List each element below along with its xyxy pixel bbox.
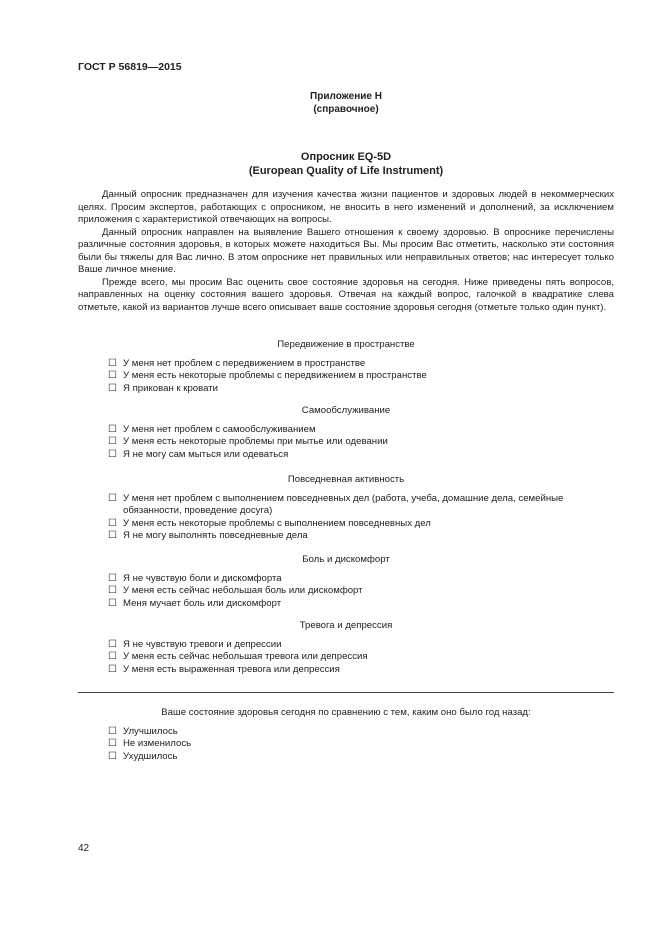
option-label: У меня есть некоторые проблемы с выполнением повседневных дел	[123, 517, 431, 529]
option-label: У меня есть некоторые проблемы с передвижением в пространстве	[123, 370, 427, 381]
option-label: У меня нет проблем с самообслуживанием	[123, 423, 316, 435]
option-label: Не изменилось	[123, 738, 192, 749]
option-label: У меня есть сейчас небольшая тревога или депрессия	[123, 651, 368, 662]
checkbox-icon[interactable]: ☐	[108, 370, 117, 381]
option-label: Я не чувствую боли и дискомфорта	[123, 572, 282, 584]
answer-option[interactable]	[78, 651, 614, 664]
answer-option[interactable]	[78, 751, 614, 764]
question-section	[78, 554, 614, 610]
title-line-1: Опросник EQ-5D	[300, 151, 392, 163]
checkbox-icon[interactable]: ☐	[108, 725, 117, 737]
question-section	[78, 405, 614, 461]
option-label: У меня нет проблем с передвижением в пространстве	[123, 357, 366, 369]
answer-option[interactable]	[78, 585, 614, 598]
page-number: 42	[78, 843, 90, 854]
option-label: Я не могу сам мыться или одеваться	[123, 448, 289, 460]
appendix-heading	[78, 91, 614, 116]
checkbox-icon[interactable]: ☐	[108, 750, 117, 762]
answer-option[interactable]	[78, 639, 614, 652]
checkbox-icon[interactable]: ☐	[108, 492, 117, 504]
section-heading: Передвижение в пространстве	[277, 339, 415, 350]
question-section	[78, 620, 614, 676]
answer-option[interactable]	[78, 383, 614, 396]
question-section	[78, 339, 614, 395]
appendix-subtitle: (справочное)	[313, 103, 379, 115]
answer-option[interactable]	[78, 493, 614, 518]
checkbox-icon[interactable]: ☐	[108, 448, 117, 460]
checkbox-icon[interactable]: ☐	[108, 530, 117, 541]
option-label: Улучшилось	[123, 725, 178, 737]
checkbox-icon[interactable]: ☐	[108, 597, 117, 609]
section-heading: Самообслуживание	[301, 405, 391, 416]
answer-option[interactable]	[78, 738, 614, 751]
question-section	[78, 707, 614, 763]
answer-option[interactable]	[78, 518, 614, 531]
intro-paragraph: Прежде всего, мы просим Вас оценить свое состояние здоровья на сегодня. Ниже приведены пять вопросов, направленных на оценку состояния вашего здоровья. Отвечая на каждый вопрос, галочкой в квадратике слева отметьте, какой из вариантов лучше всего описывает ваше состояние здоровья сегодня (отметьте только один пункт).	[78, 276, 614, 313]
intro-paragraph: Данный опросник предназначен для изучения качества жизни пациентов и здоровых людей в некоммерческих целях. Просим экспертов, работающих с опросником, не вносить в него изменений и дополнений, за исключением приложения с характеристикой отвечающих на вопросы.	[78, 189, 614, 225]
answer-option[interactable]	[78, 573, 614, 586]
checkbox-icon[interactable]: ☐	[108, 663, 117, 675]
checkbox-icon[interactable]: ☐	[108, 357, 117, 369]
checkbox-icon[interactable]: ☐	[108, 638, 117, 650]
appendix-title: Приложение Н	[310, 91, 382, 102]
answer-option[interactable]	[78, 664, 614, 677]
intro-paragraph: Данный опросник направлен на выявление Вашего отношения к своему здоровью. В опроснике перечислены различные состояния здоровья, в которых можете находиться Вы. Мы просим Вас отметить, насколько эти состояния были бы тяжелы для Вас лично. В этом опроснике нет правильных или неправильных ответов; нас интересует только Ваше личное мнение.	[78, 226, 614, 275]
checkbox-icon[interactable]: ☐	[108, 585, 117, 596]
answer-option[interactable]	[78, 358, 614, 371]
answer-option[interactable]	[78, 370, 614, 383]
questionnaire-title	[78, 151, 614, 178]
checkbox-icon[interactable]: ☐	[108, 738, 117, 749]
option-label: Я не чувствую тревоги и депрессии	[123, 638, 282, 650]
option-label: Меня мучает боль или дискомфорт	[123, 597, 282, 609]
checkbox-icon[interactable]: ☐	[108, 382, 117, 394]
option-label: У меня есть сейчас небольшая боль или дискомфорт	[123, 585, 363, 596]
divider	[78, 692, 614, 693]
section-heading: Тревога и депрессия	[299, 620, 393, 631]
checkbox-icon[interactable]: ☐	[108, 651, 117, 662]
answer-option[interactable]	[78, 598, 614, 611]
answer-option[interactable]	[78, 424, 614, 437]
intro-text	[78, 189, 614, 314]
option-label: У меня нет проблем с выполнением повседневных дел (работа, учеба, домашние дела, семейные обязанности, проведение досуга)	[123, 492, 564, 516]
checkbox-icon[interactable]: ☐	[108, 517, 117, 529]
answer-option[interactable]	[78, 436, 614, 449]
option-label: Я не могу выполнять повседневные дела	[123, 530, 308, 541]
section-heading: Ваше состояние здоровья сегодня по сравнению с тем, каким оно было год назад:	[161, 707, 531, 718]
question-section	[78, 474, 614, 543]
section-heading: Боль и дискомфорт	[302, 554, 390, 565]
option-label: У меня есть некоторые проблемы при мытье или одевании	[123, 436, 388, 447]
title-line-2: (European Quality of Life Instrument)	[248, 164, 444, 177]
answer-option[interactable]	[78, 726, 614, 739]
option-label: Ухудшилось	[123, 750, 178, 762]
option-label: Я прикован к кровати	[123, 382, 219, 394]
checkbox-icon[interactable]: ☐	[108, 572, 117, 584]
option-label: У меня есть выраженная тревога или депрессия	[123, 663, 340, 675]
answer-option[interactable]	[78, 530, 614, 543]
section-heading: Повседневная активность	[287, 474, 405, 485]
checkbox-icon[interactable]: ☐	[108, 423, 117, 435]
document-header: ГОСТ Р 56819—2015	[78, 61, 182, 73]
checkbox-icon[interactable]: ☐	[108, 436, 117, 447]
answer-option[interactable]	[78, 449, 614, 462]
